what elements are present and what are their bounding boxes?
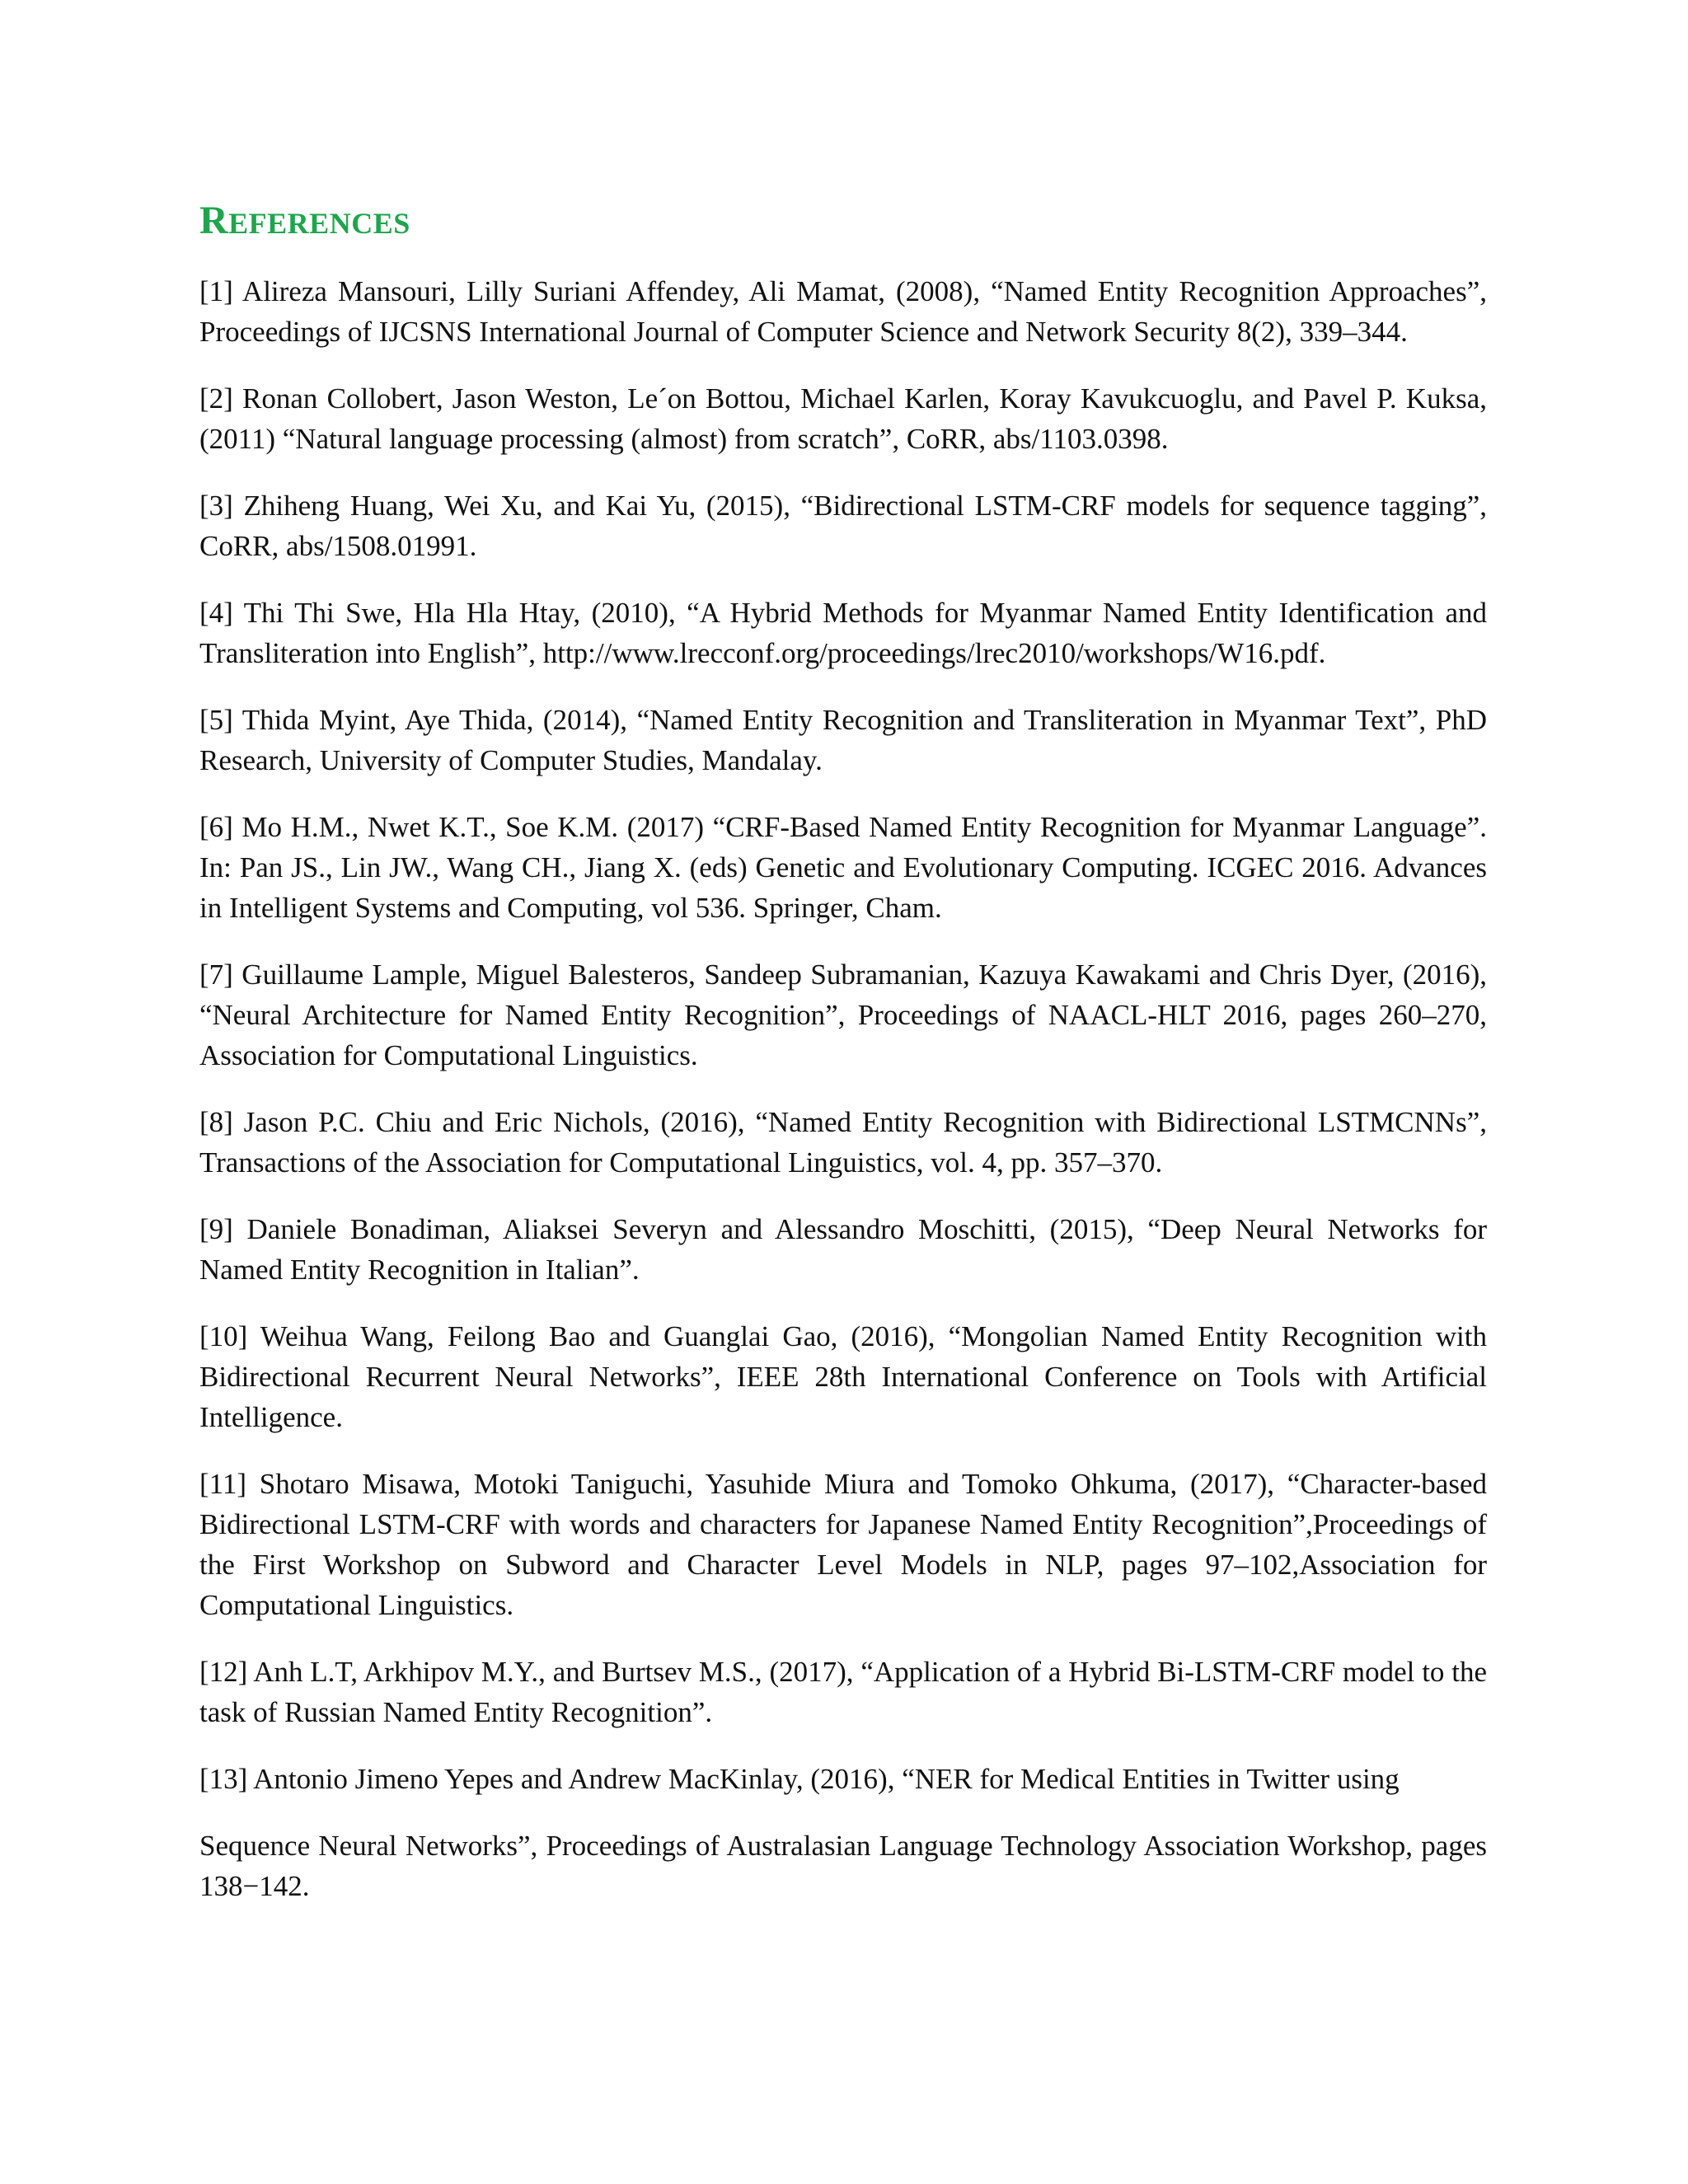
heading-rest: EFERENCES [228,207,410,240]
reference-item-4: [4] Thi Thi Swe, Hla Hla Htay, (2010), “A Hybrid Methods for Myanmar Named Entity Identification and Transliteration into English”, http://www.lrecconf.org/proceedings/lrec2010/workshops/W16.pdf. [199,597,1487,669]
reference-item-9: [9] Daniele Bonadiman, Aliaksei Severyn and Alessandro Moschitti, (2015), “Deep Neural Networks for Named Entity Recognition in Italian”. [199,1213,1487,1286]
reference-item-7: [7] Guillaume Lample, Miguel Balesteros, Sandeep Subramanian, Kazuya Kawakami and Chris Dyer, (2016), “Neural Architecture for Named Entity Recognition”, Proceedings of NAACL-HLT 2016, pages 260–270, Association for Computational Linguistics. [199,958,1487,1071]
references-heading [199,196,1487,248]
reference-item-2: [2] Ronan Collobert, Jason Weston, Le´on Bottou, Michael Karlen, Koray Kavukcuoglu, and Pavel P. Kuksa, (2011) “Natural language processing (almost) from scratch”, CoRR, abs/1103.0398. [199,382,1487,455]
reference-item-10: [10] Weihua Wang, Feilong Bao and Guanglai Gao, (2016), “Mongolian Named Entity Recognition with Bidirectional Recurrent Neural Networks”, IEEE 28th International Conference on Tools with Artificial Intelligence. [199,1320,1487,1433]
reference-item-13: [13] Antonio Jimeno Yepes and Andrew MacKinlay, (2016), “NER for Medical Entities in Twitter using [199,1763,1400,1795]
reference-item-3: [3] Zhiheng Huang, Wei Xu, and Kai Yu, (2015), “Bidirectional LSTM-CRF models for sequence tagging”, CoRR, abs/1508.01991. [199,490,1487,562]
reference-item-6: [6] Mo H.M., Nwet K.T., Soe K.M. (2017) “CRF-Based Named Entity Recognition for Myanmar Language”. In: Pan JS., Lin JW., Wang CH., Jiang X. (eds) Genetic and Evolutionary Computing. ICGEC 2016. Advances in Intelligent Systems and Computing, vol 536. Springer, Cham. [199,811,1487,924]
reference-item-8: [8] Jason P.C. Chiu and Eric Nichols, (2016), “Named Entity Recognition with Bidirectional LSTMCNNs”, Transactions of the Association for Computational Linguistics, vol. 4, pp. 357–370. [199,1106,1487,1179]
reference-item-11: [11] Shotaro Misawa, Motoki Taniguchi, Yasuhide Miura and Tomoko Ohkuma, (2017), “Character-based Bidirectional LSTM-CRF with words and characters for Japanese Named Entity Recognition”,Proceedings of the First Workshop on Subword and Character Level Models in NLP, pages 97–102,Association for Computational Linguistics. [199,1468,1487,1621]
reference-item-13-continued: Sequence Neural Networks”, Proceedings of Australasian Language Technology Association Workshop, pages 138−142. [199,1830,1487,1902]
references-section [199,196,1487,1933]
reference-item-1: [1] Alireza Mansouri, Lilly Suriani Affendey, Ali Mamat, (2008), “Named Entity Recognition Approaches”, Proceedings of IJCSNS International Journal of Computer Science and Network Security 8(2), 339–344. [199,275,1487,348]
heading-initial: R [199,199,229,242]
reference-item-5: [5] Thida Myint, Aye Thida, (2014), “Named Entity Recognition and Transliteration in Myanmar Text”, PhD Research, University of Computer Studies, Mandalay. [199,704,1487,776]
reference-item-12: [12] Anh L.T, Arkhipov M.Y., and Burtsev M.S., (2017), “Application of a Hybrid Bi-LSTM-CRF model to the task of Russian Named Entity Recognition”. [199,1656,1487,1728]
